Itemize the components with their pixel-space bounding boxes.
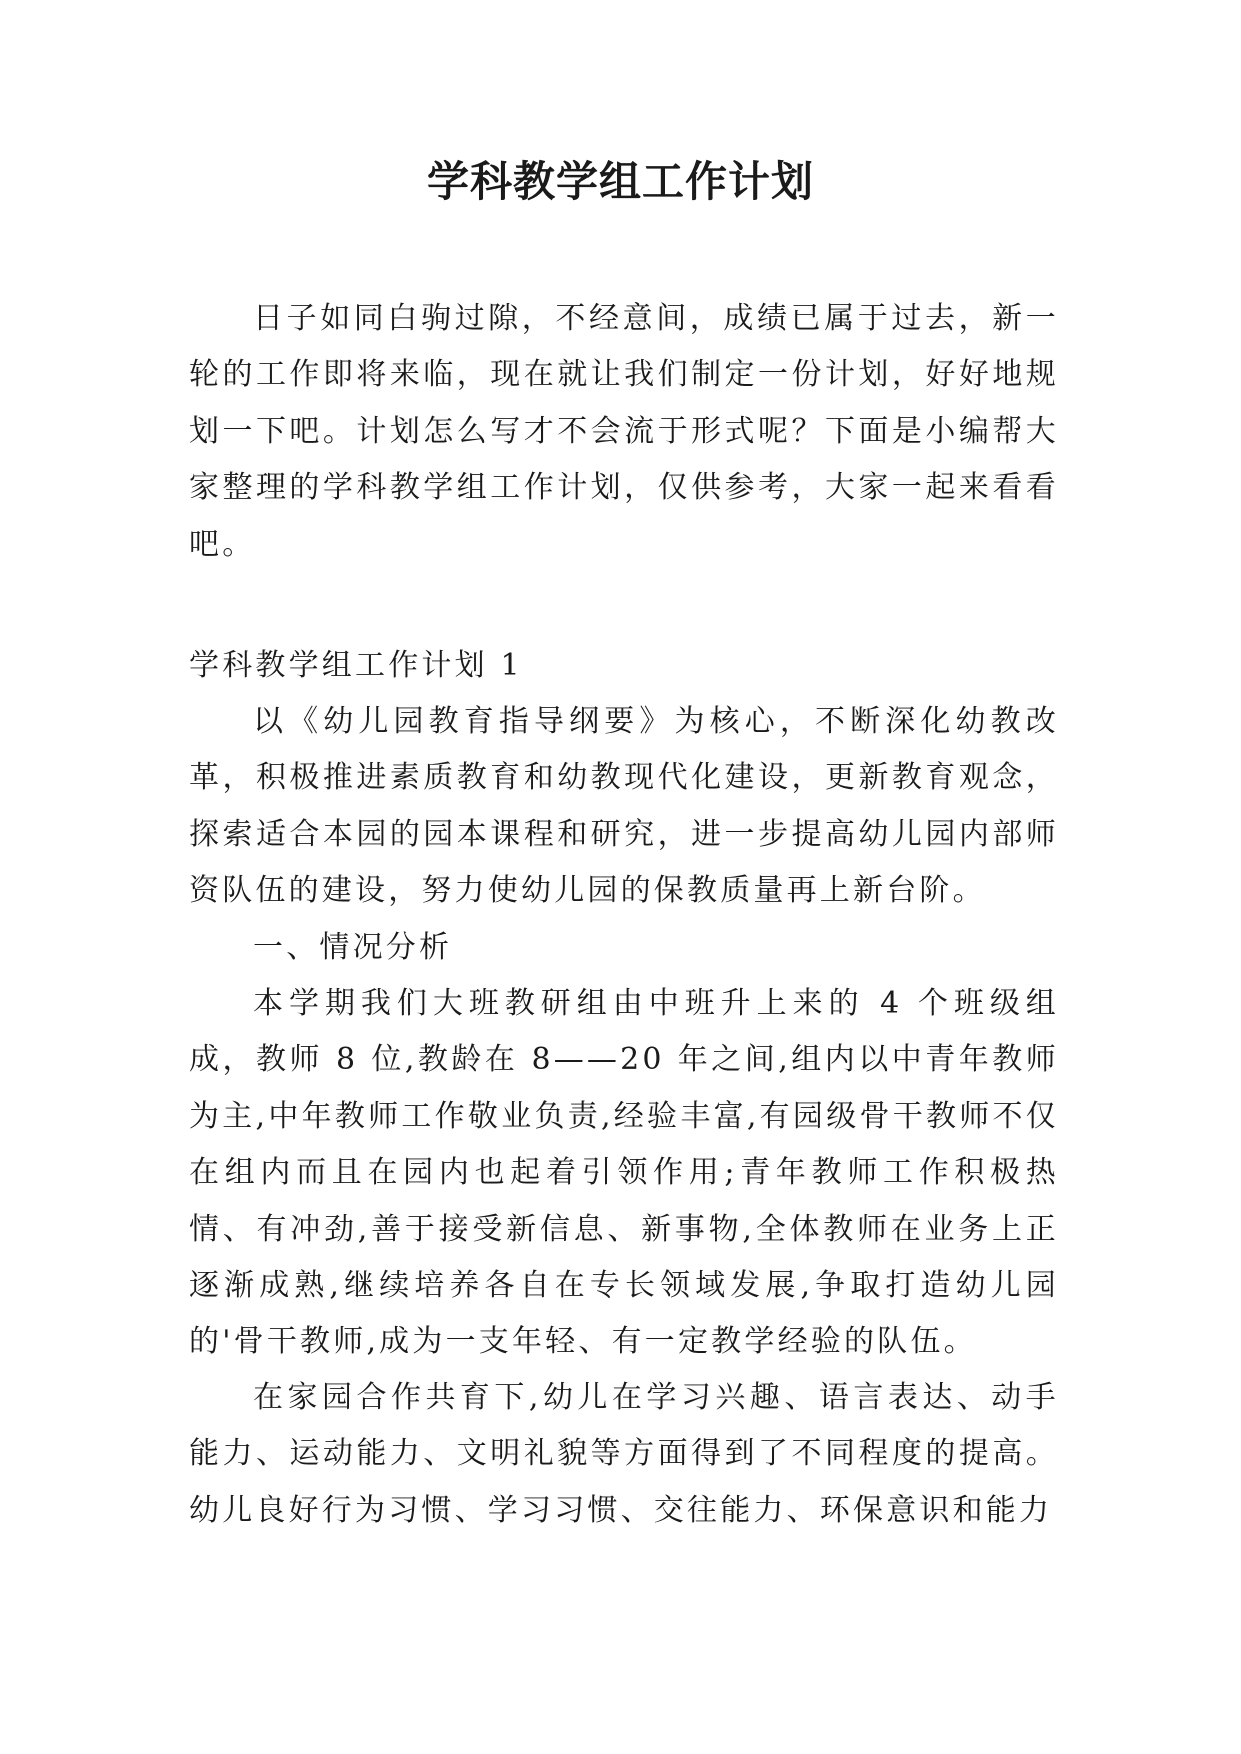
section-heading: 学科教学组工作计划 1: [189, 648, 523, 683]
section-paragraph: 本学期我们大班教研组由中班升上来的 4 个班级组成，教师 8 位,教龄在 8——20 年之间,组内以中青年教师为主,中年教师工作敬业负责,经验丰富,有园级骨干教师不仅在组内而且在园内也起着引领作用;青年教师工作积极热情、有冲劲,善于接受新信息、新事物,全体教师在业务上正逐渐成熟,继续培养各自在专长领域发展,争取打造幼儿园的'骨干教师,成为一支年轻、有一定教学经验的队伍。: [189, 986, 1059, 1360]
section-paragraph: 在家园合作共育下,幼儿在学习兴趣、语言表达、动手能力、运动能力、文明礼貌等方面得到了不同程度的提高。幼儿良好行为习惯、学习习惯、交往能力、环保意识和能力: [189, 1380, 1059, 1528]
subsection-heading: 一、情况分析: [253, 930, 453, 965]
intro-paragraph: 日子如同白驹过隙，不经意间，成绩已属于过去，新一轮的工作即将来临，现在就让我们制定一份计划，好好地规划一下吧。计划怎么写才不会流于形式呢？下面是小编帮大家整理的学科教学组工作计划，仅供参考，大家一起来看看吧。: [189, 301, 1059, 562]
section-paragraph: 以《幼儿园教育指导纲要》为核心，不断深化幼教改革，积极推进素质教育和幼教现代化建设，更新教育观念，探索适合本园的园本课程和研究，进一步提高幼儿园内部师资队伍的建设，努力使幼儿园的保教质量再上新台阶。: [189, 704, 1059, 909]
document-title: 学科教学组工作计划: [426, 157, 814, 206]
